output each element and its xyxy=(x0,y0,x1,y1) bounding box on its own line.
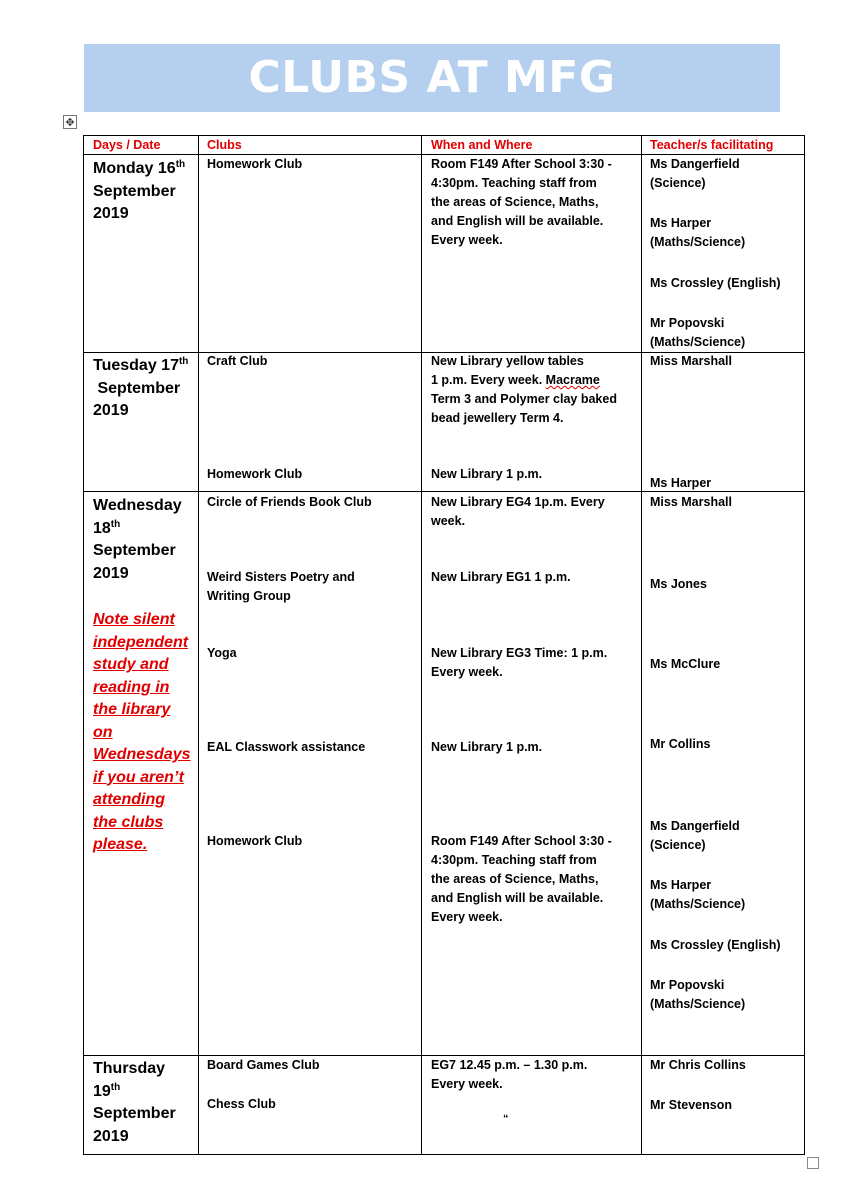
thursday-where-chess-ditto: “ xyxy=(503,1113,509,1125)
wednesday-where-yoga: New Library EG3 Time: 1 p.m. Every week. xyxy=(431,646,608,679)
wednesday-teacher-homework-1: Ms Dangerfield (Science) xyxy=(650,819,740,852)
wednesday-where-eal: New Library 1 p.m. xyxy=(431,740,543,754)
monday-club: Homework Club xyxy=(207,157,303,171)
tuesday-club-craft: Craft Club xyxy=(207,354,268,368)
column-divider xyxy=(641,135,642,1155)
thursday-club-chess: Chess Club xyxy=(207,1097,276,1111)
table-border-bottom xyxy=(83,1154,805,1155)
thursday-teacher-chess: Mr Stevenson xyxy=(650,1098,732,1112)
tuesday-club-homework: Homework Club xyxy=(207,467,303,481)
monday-where: Room F149 After School 3:30 - 4:30pm. Teaching staff from the areas of Science, Maths, and English will be available. Every week. xyxy=(431,157,612,247)
table-border-left xyxy=(83,135,84,1155)
monday-teacher-4: Mr Popovski (Maths/Science) xyxy=(650,316,746,349)
title-banner xyxy=(84,44,780,112)
monday-teacher-2: Ms Harper (Maths/Science) xyxy=(650,216,746,249)
wednesday-club-poetry: Weird Sisters Poetry and Writing Group xyxy=(207,570,355,603)
wednesday-teacher-homework-4: Mr Popovski (Maths/Science) xyxy=(650,978,746,1011)
column-divider xyxy=(198,135,199,1155)
thursday-date: Thursday 19th September 2019 xyxy=(93,1060,176,1145)
tuesday-teacher-craft: Miss Marshall xyxy=(650,354,732,368)
tuesday-teacher-homework: Ms Harper xyxy=(650,476,712,490)
thursday-where-board-games: EG7 12.45 p.m. – 1.30 p.m. Every week. xyxy=(431,1058,588,1091)
wednesday-where-book: New Library EG4 1p.m. Every week. xyxy=(431,495,605,528)
page-title: CLUBS AT MFG xyxy=(248,52,616,103)
tuesday-where-craft: New Library yellow tables 1 p.m. Every week. Macrame Term 3 and Polymer clay baked bead jewellery Term 4. xyxy=(431,354,617,425)
wednesday-teacher-yoga: Ms McClure xyxy=(650,657,721,671)
wednesday-teacher-homework-2: Ms Harper (Maths/Science) xyxy=(650,878,746,911)
monday-teacher-1: Ms Dangerfield (Science) xyxy=(650,157,740,190)
wednesday-where-homework: Room F149 After School 3:30 - 4:30pm. Teaching staff from the areas of Science, Maths, and English will be available. Every week. xyxy=(431,834,612,924)
header-teachers: Teacher/s facilitating xyxy=(650,138,774,152)
header-days-date: Days / Date xyxy=(93,138,161,152)
wednesday-club-yoga: Yoga xyxy=(207,646,237,660)
thursday-club-board-games: Board Games Club xyxy=(207,1058,320,1072)
tuesday-where-homework: New Library 1 p.m. xyxy=(431,467,543,481)
wednesday-teacher-poetry: Ms Jones xyxy=(650,577,707,591)
header-when-where: When and Where xyxy=(431,138,533,152)
tuesday-date: Tuesday 17th September 2019 xyxy=(93,356,189,419)
table-move-handle-icon[interactable]: ✥ xyxy=(63,115,77,129)
wednesday-teacher-homework-3: Ms Crossley (English) xyxy=(650,938,781,952)
table-border-right xyxy=(804,135,805,1155)
wednesday-date: Wednesday 18th September 2019 xyxy=(93,497,182,582)
monday-teacher-3: Ms Crossley (English) xyxy=(650,276,781,290)
table-resize-handle[interactable] xyxy=(807,1157,819,1169)
wednesday-club-book: Circle of Friends Book Club xyxy=(207,495,372,509)
wednesday-club-eal: EAL Classwork assistance xyxy=(207,740,366,754)
wednesday-note: Note silent independent study and reading in the library on Wednesdays if you aren’t attending the clubs please. xyxy=(93,611,191,853)
column-divider xyxy=(421,135,422,1155)
clubs-table xyxy=(83,135,805,1155)
header-clubs: Clubs xyxy=(207,138,242,152)
wednesday-teacher-eal: Mr Collins xyxy=(650,737,711,751)
monday-date: Monday 16th September 2019 xyxy=(93,159,186,222)
wednesday-teacher-book: Miss Marshall xyxy=(650,495,732,509)
wednesday-club-homework: Homework Club xyxy=(207,834,303,848)
thursday-teacher-board-games: Mr Chris Collins xyxy=(650,1058,746,1072)
wednesday-where-poetry: New Library EG1 1 p.m. xyxy=(431,570,571,584)
table-border-top xyxy=(83,135,805,136)
spellcheck-word: Macrame xyxy=(545,373,600,387)
